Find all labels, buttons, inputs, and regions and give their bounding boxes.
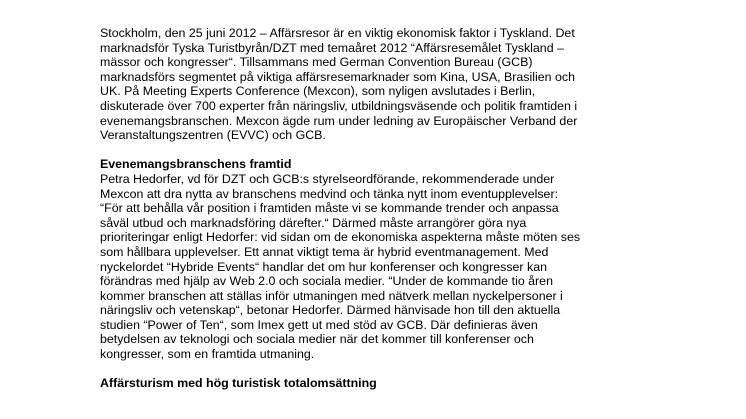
document-page [100, 26, 660, 391]
section-paragraph-event-industry-future: Petra Hedorfer, vd för DZT och GCB:s styrelseordförande, rekommenderade under Mexcon att dra nytta av branschens medvind och tänka nytt inom eventupplevelser: “För att behålla vår position i framtiden måste vi se kommande trender och anpassa såväl utbud och marknadsföring därefter.“ Därmed måste arrangörer göra nya prioriteringar enligt Hedorfer: vid sidan om de ekonomiska aspekterna måste möten ses som hållbara upplevelser. Ett annat viktigt tema är hybrid eventmanagement. Med nyckelordet “Hybride Events“ handlar det om hur konferenser och kongresser kan förändras med hjälp av Web 2.0 och sociala medier. “Under de kommande tio åren kommer branschen att ställas inför utmaningen med nätverk mellan nyckelpersoner i näringsliv och vetenskap“, betonar Hedorfer. Därmed hänvisade hon till den aktuella studien “Power of Ten“, som Imex gett ut med stöd av GCB. Där definieras även betydelsen av teknologi och sociala medier när det kommer till konferenser och kongresser, som en framtida utmaning. [100, 171, 581, 362]
paragraph-gap [100, 143, 660, 158]
section-heading-business-tourism: Affärsturism med hög turistisk totalomsättning [100, 376, 377, 391]
paragraph-gap [100, 362, 660, 377]
intro-paragraph: Stockholm, den 25 juni 2012 – Affärsresor är en viktig ekonomisk faktor i Tyskland. Det marknadsför Tyska Turistbyrån/DZT med temaåret 2012 “Affärsresemålet Tyskland – mässor och kongresser“. Tillsammans med German Convention Bureau (GCB) marknadsförs segmentet på viktiga affärsresemarknader som Kina, USA, Brasilien och UK. På Meeting Experts Conference (Mexcon), som nyligen avslutades i Berlin, diskuterade över 700 experter från näringsliv, utbildningsväsende och politik framtiden i evenemangsbranschen. Mexcon ägde rum under ledning av Europäischer Verband der Veranstaltungszentren (EVVC) och GCB. [100, 26, 578, 143]
section-heading-event-industry-future: Evenemangsbranschens framtid [100, 157, 292, 172]
